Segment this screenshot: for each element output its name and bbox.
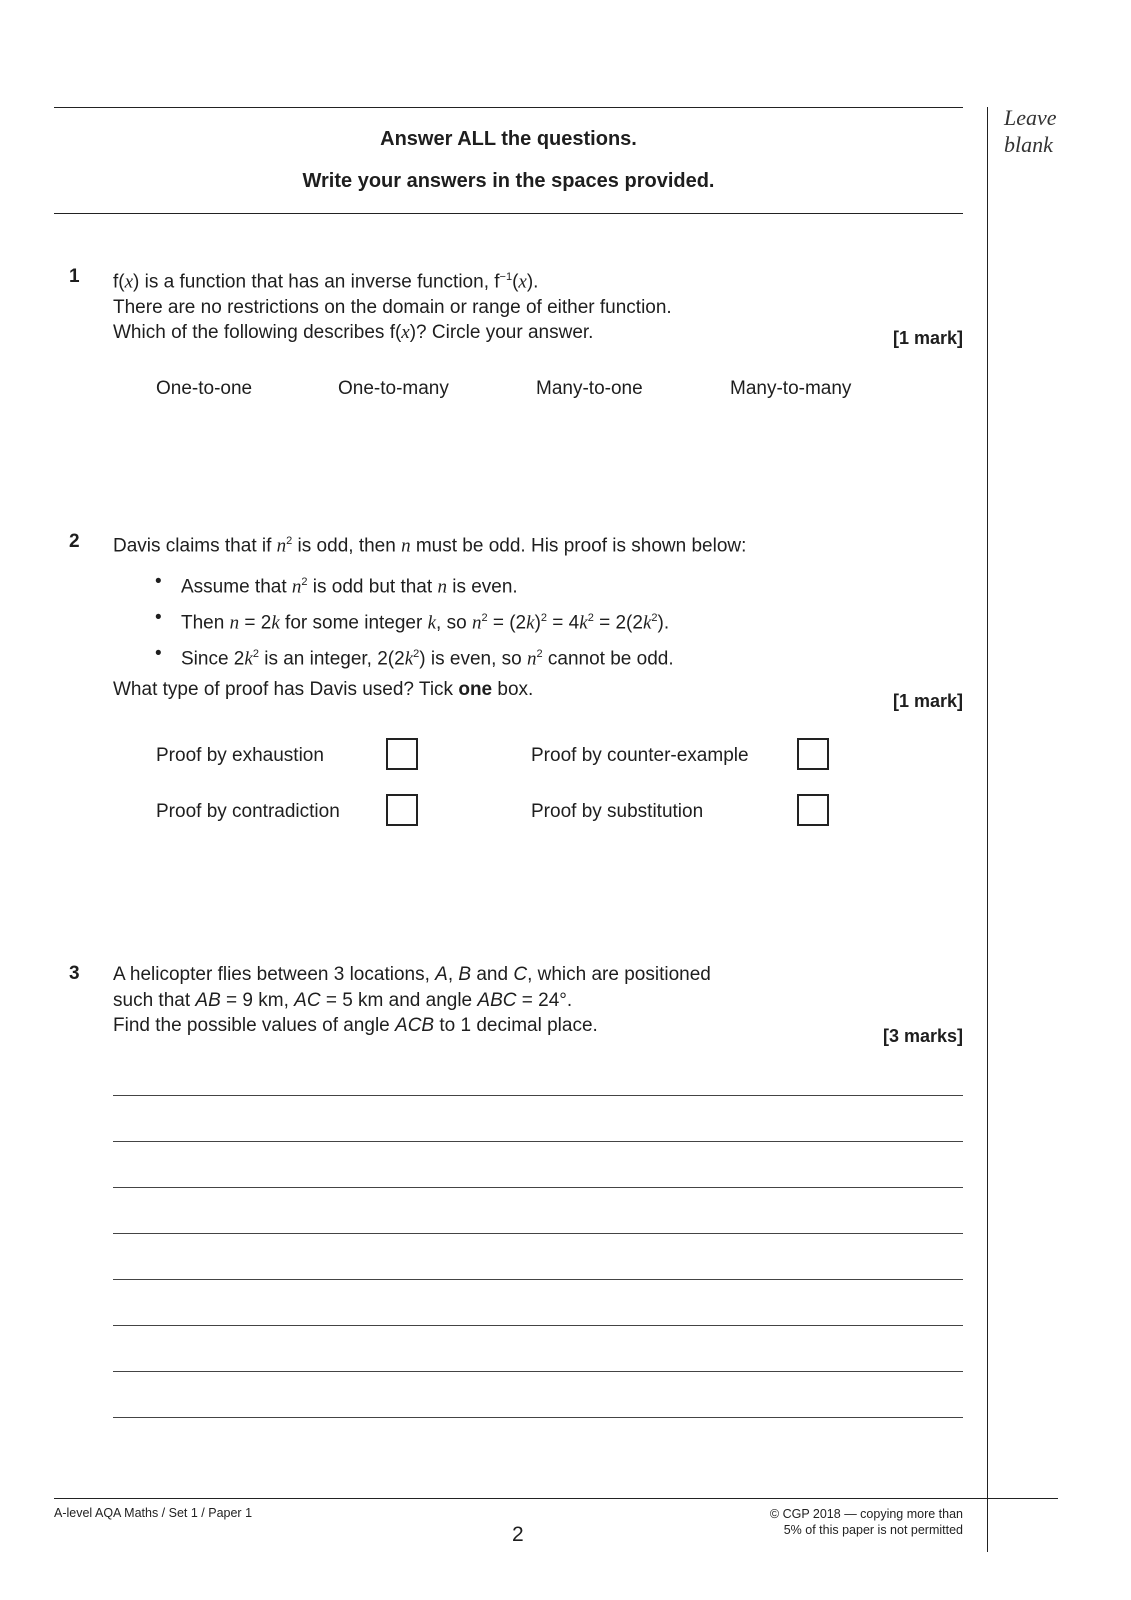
leave-blank-label: Leave blank bbox=[1004, 105, 1057, 157]
answer-line[interactable] bbox=[113, 1095, 963, 1096]
q2-option-substitution-checkbox[interactable] bbox=[797, 794, 829, 826]
q1-option-one-to-one[interactable]: One-to-one bbox=[156, 378, 253, 399]
question-1-marks: [1 mark] bbox=[892, 328, 963, 348]
q1-option-one-to-many[interactable]: One-to-many bbox=[338, 378, 449, 399]
margin-rule bbox=[987, 107, 988, 1552]
proof-step: • Assume that $n^2$ is odd but that n is even. bbox=[155, 571, 518, 598]
q2-option-exhaustion-label: Proof by exhaustion bbox=[156, 745, 324, 766]
answer-line[interactable] bbox=[113, 1325, 963, 1326]
q1-option-many-to-many[interactable]: Many-to-many bbox=[730, 378, 852, 399]
question-2-question: What type of proof has Davis used? Tick one box. bbox=[113, 679, 534, 700]
question-1-number: 1 bbox=[69, 266, 80, 287]
page-number: 2 bbox=[512, 1523, 524, 1546]
footer-copyright: © CGP 2018 — copying more than 5% of this paper is not permitted bbox=[769, 1507, 963, 1537]
q2-option-contradiction-checkbox[interactable] bbox=[386, 794, 418, 826]
q2-option-contradiction-label: Proof by contradiction bbox=[156, 801, 340, 822]
footer-paper-id: A-level AQA Maths / Set 1 / Paper 1 bbox=[54, 1506, 253, 1520]
question-3-marks: [3 marks] bbox=[882, 1026, 963, 1046]
q2-option-counter-example-checkbox[interactable] bbox=[797, 738, 829, 770]
header-top-rule bbox=[54, 107, 963, 108]
question-1-text: f(x) is a function that has an inverse function, $f^{-1}(x)$. There are no restrictions on the domain or range of either function. Which of the following describes f(x)? Circle your answer. bbox=[113, 271, 672, 344]
answer-line[interactable] bbox=[113, 1233, 963, 1234]
proof-step: • Then n = 2k for some integer k, so $n^2 = (2k)^2 = 4k^2 = 2(2k^2)$. bbox=[155, 606, 670, 634]
question-2-number: 2 bbox=[69, 531, 80, 552]
question-2-intro: Davis claims that if $n^2$ is odd, then n must be odd. His proof is shown below: bbox=[113, 535, 747, 557]
q2-option-exhaustion-checkbox[interactable] bbox=[386, 738, 418, 770]
question-2-marks: [1 mark] bbox=[892, 691, 963, 711]
q2-option-substitution-label: Proof by substitution bbox=[531, 801, 704, 822]
question-3-number: 3 bbox=[69, 963, 80, 984]
footer-rule bbox=[54, 1498, 1058, 1499]
header-bottom-rule bbox=[54, 213, 963, 214]
q2-option-counter-example-label: Proof by counter-example bbox=[531, 745, 749, 766]
question-2-proof-steps bbox=[155, 567, 674, 674]
answer-line[interactable] bbox=[113, 1187, 963, 1188]
answer-line[interactable] bbox=[113, 1417, 963, 1418]
proof-step: • Since $2k^2$ is an integer, $2(2k^2)$ is even, so $n^2$ cannot be odd. bbox=[155, 642, 674, 669]
answer-line[interactable] bbox=[113, 1371, 963, 1372]
q1-option-many-to-one[interactable]: Many-to-one bbox=[536, 378, 643, 399]
answer-line[interactable] bbox=[113, 1279, 963, 1280]
header-instruction-2: Write your answers in the spaces provided. bbox=[302, 170, 715, 192]
header-instruction-1: Answer ALL the questions. bbox=[380, 128, 637, 150]
question-3-text: A helicopter flies between 3 locations, A, B and C, which are positioned such that AB = 9 km, AC = 5 km and angle ABC = 24°. Find the possible values of angle ACB to 1 decimal place. bbox=[113, 964, 711, 1036]
answer-line[interactable] bbox=[113, 1141, 963, 1142]
